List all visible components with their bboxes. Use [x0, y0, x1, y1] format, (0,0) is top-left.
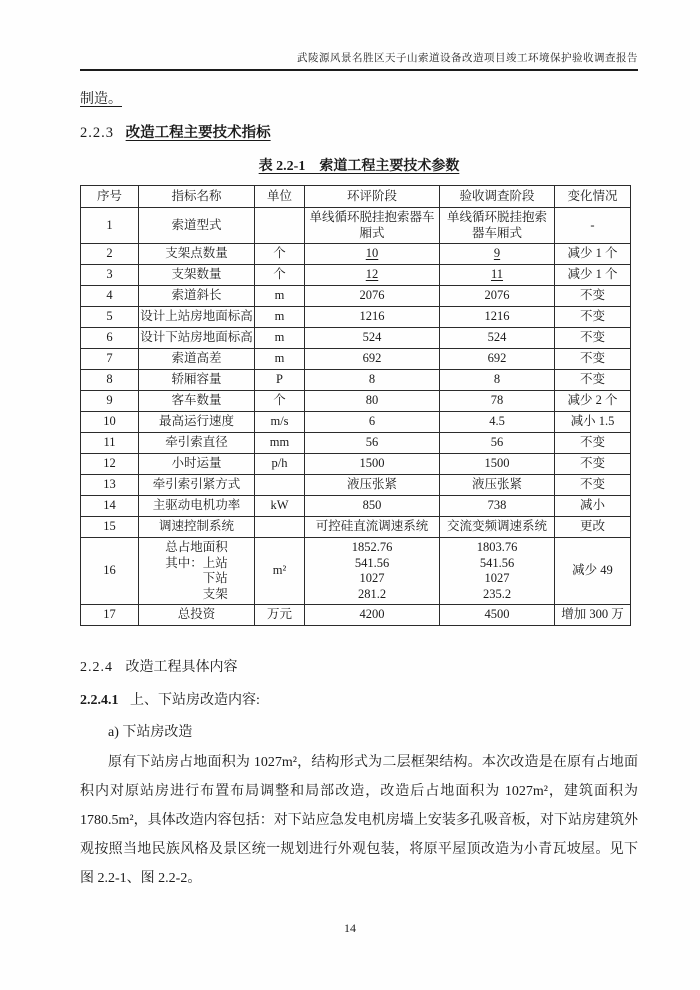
cell-eia-stage: 6 [305, 412, 440, 433]
cell-acceptance-stage: 78 [440, 391, 555, 412]
cell-acceptance-stage: 4.5 [440, 412, 555, 433]
table-row [81, 286, 631, 307]
table-row [81, 265, 631, 286]
cell-acceptance-stage: 单线循环脱挂抱索器车厢式 [440, 208, 555, 244]
cell-index: 8 [81, 370, 139, 391]
cell-acceptance-stage: 524 [440, 328, 555, 349]
cell-change: 减少 1 个 [555, 265, 631, 286]
cell-unit: m [255, 286, 305, 307]
table-header-row [81, 186, 631, 208]
cell-eia-stage: 56 [305, 433, 440, 454]
cell-acceptance-stage: 8 [440, 370, 555, 391]
table-row [81, 391, 631, 412]
cell-indicator-name: 索道斜长 [139, 286, 255, 307]
cell-index: 14 [81, 496, 139, 517]
cell-unit: m [255, 307, 305, 328]
cell-change: 更改 [555, 517, 631, 538]
section-heading-2-2-3 [80, 121, 638, 142]
column-header: 序号 [81, 186, 139, 208]
table-row [81, 433, 631, 454]
cell-unit: 个 [255, 391, 305, 412]
cell-acceptance-stage: 4500 [440, 605, 555, 626]
cell-change: 不变 [555, 475, 631, 496]
cell-eia-stage: 1216 [305, 307, 440, 328]
cell-change: 增加 300 万 [555, 605, 631, 626]
cell-acceptance-stage: 56 [440, 433, 555, 454]
cell-indicator-name: 牵引索引紧方式 [139, 475, 255, 496]
cell-unit: P [255, 370, 305, 391]
cell-indicator-name: 客车数量 [139, 391, 255, 412]
column-header: 单位 [255, 186, 305, 208]
cell-acceptance-stage: 1803.76 541.56 1027 235.2 [440, 538, 555, 605]
column-header: 验收调查阶段 [440, 186, 555, 208]
cell-acceptance-stage: 2076 [440, 286, 555, 307]
cell-change: 减小 1.5 [555, 412, 631, 433]
cell-change: 不变 [555, 328, 631, 349]
table-row [81, 307, 631, 328]
cell-indicator-name: 设计上站房地面标高 [139, 307, 255, 328]
table-row [81, 412, 631, 433]
leading-text [80, 88, 638, 108]
cell-indicator-name: 索道型式 [139, 208, 255, 244]
cell-unit [255, 475, 305, 496]
column-header: 变化情况 [555, 186, 631, 208]
cell-change: 减少 2 个 [555, 391, 631, 412]
section-title: 改造工程主要技术指标 [125, 125, 271, 141]
cell-unit: 个 [255, 265, 305, 286]
cell-index: 6 [81, 328, 139, 349]
table-row [81, 328, 631, 349]
cell-eia-stage: 1852.76 541.56 1027 281.2 [305, 538, 440, 605]
table-row [81, 517, 631, 538]
table-row [81, 244, 631, 265]
cell-change: 减少 49 [555, 538, 631, 605]
cell-index: 13 [81, 475, 139, 496]
column-header: 指标名称 [139, 186, 255, 208]
section-number: 2.2.4 [80, 660, 113, 675]
cell-indicator-name: 支架点数量 [139, 244, 255, 265]
cell-index: 16 [81, 538, 139, 605]
technical-parameters-table [80, 185, 631, 626]
cell-index: 17 [81, 605, 139, 626]
cell-eia-stage: 2076 [305, 286, 440, 307]
cell-indicator-name: 设计下站房地面标高 [139, 328, 255, 349]
cell-indicator-name: 调速控制系统 [139, 517, 255, 538]
cell-index: 15 [81, 517, 139, 538]
leading-text-underlined: 制造。 [80, 92, 122, 107]
cell-change: 减少 1 个 [555, 244, 631, 265]
section-title: 改造工程具体内容 [125, 660, 238, 675]
cell-unit: kW [255, 496, 305, 517]
cell-indicator-name: 支架数量 [139, 265, 255, 286]
cell-eia-stage: 10 [305, 244, 440, 265]
cell-index: 9 [81, 391, 139, 412]
cell-index: 12 [81, 454, 139, 475]
page-number: 14 [344, 921, 356, 935]
table-row [81, 496, 631, 517]
cell-acceptance-stage: 9 [440, 244, 555, 265]
cell-eia-stage: 单线循环脱挂抱索器车厢式 [305, 208, 440, 244]
cell-index: 1 [81, 208, 139, 244]
cell-unit: p/h [255, 454, 305, 475]
cell-acceptance-stage: 11 [440, 265, 555, 286]
cell-acceptance-stage: 交流变频调速系统 [440, 517, 555, 538]
cell-unit: mm [255, 433, 305, 454]
table-row [81, 454, 631, 475]
cell-eia-stage: 80 [305, 391, 440, 412]
cell-unit: 个 [255, 244, 305, 265]
cell-eia-stage: 524 [305, 328, 440, 349]
cell-eia-stage: 1500 [305, 454, 440, 475]
column-header: 环评阶段 [305, 186, 440, 208]
cell-change: 不变 [555, 433, 631, 454]
cell-eia-stage: 8 [305, 370, 440, 391]
cell-indicator-name: 总投资 [139, 605, 255, 626]
cell-eia-stage: 可控硅直流调速系统 [305, 517, 440, 538]
cell-indicator-name: 索道高差 [139, 349, 255, 370]
cell-change: - [555, 208, 631, 244]
cell-unit [255, 517, 305, 538]
table-row [81, 208, 631, 244]
cell-eia-stage: 液压张紧 [305, 475, 440, 496]
cell-unit [255, 208, 305, 244]
cell-index: 5 [81, 307, 139, 328]
cell-unit: m² [255, 538, 305, 605]
cell-acceptance-stage: 液压张紧 [440, 475, 555, 496]
table-row [81, 475, 631, 496]
cell-change: 减小 [555, 496, 631, 517]
list-item-a: a) 下站房改造 [108, 725, 193, 740]
cell-index: 10 [81, 412, 139, 433]
cell-index: 3 [81, 265, 139, 286]
cell-eia-stage: 12 [305, 265, 440, 286]
page-header-title: 武陵源风景名胜区天子山索道设备改造项目竣工环境保护验收调查报告 [297, 53, 638, 64]
header-rule [80, 69, 638, 71]
cell-change: 不变 [555, 370, 631, 391]
cell-acceptance-stage: 1216 [440, 307, 555, 328]
section-heading-2-2-4 [80, 656, 638, 676]
table-row [81, 370, 631, 391]
section-heading-2-2-4-1 [80, 689, 638, 709]
cell-change: 不变 [555, 307, 631, 328]
section-number: 2.2.4.1 [80, 693, 119, 708]
cell-indicator-name: 轿厢容量 [139, 370, 255, 391]
body-paragraph: 原有下站房占地面积为 1027m²，结构形式为二层框架结构。本次改造是在原有占地面积内对原站房进行布置布局调整和局部改造，改造后占地面积为 1027m²，建筑面积为 1780.5m²，具体改造内容包括：对下站应急发电机房墙上安装多孔吸音板，对下站房建筑外观按照当地民族风格及景区统一规划进行外观包装，将原平屋顶改造为小青瓦坡屋。见下图 2.2-1、图 2.2-2。 [80, 755, 638, 886]
cell-eia-stage: 692 [305, 349, 440, 370]
section-number: 2.2.3 [80, 125, 114, 141]
cell-indicator-name: 最高运行速度 [139, 412, 255, 433]
cell-unit: m/s [255, 412, 305, 433]
cell-change: 不变 [555, 286, 631, 307]
cell-eia-stage: 850 [305, 496, 440, 517]
cell-acceptance-stage: 692 [440, 349, 555, 370]
table-row [81, 349, 631, 370]
cell-eia-stage: 4200 [305, 605, 440, 626]
cell-change: 不变 [555, 454, 631, 475]
cell-acceptance-stage: 1500 [440, 454, 555, 475]
table-title: 表 2.2-1 索道工程主要技术参数 [258, 159, 460, 174]
section-title: 上、下站房改造内容: [130, 693, 260, 708]
table-row [81, 605, 631, 626]
cell-acceptance-stage: 738 [440, 496, 555, 517]
cell-indicator-name: 总占地面积 其中：上站 下站 支架 [139, 538, 255, 605]
cell-unit: m [255, 328, 305, 349]
cell-indicator-name: 主驱动电机功率 [139, 496, 255, 517]
cell-index: 11 [81, 433, 139, 454]
cell-unit: m [255, 349, 305, 370]
cell-unit: 万元 [255, 605, 305, 626]
cell-change: 不变 [555, 349, 631, 370]
cell-index: 7 [81, 349, 139, 370]
cell-index: 2 [81, 244, 139, 265]
table-row [81, 538, 631, 605]
cell-indicator-name: 小时运量 [139, 454, 255, 475]
cell-index: 4 [81, 286, 139, 307]
cell-indicator-name: 牵引索直径 [139, 433, 255, 454]
